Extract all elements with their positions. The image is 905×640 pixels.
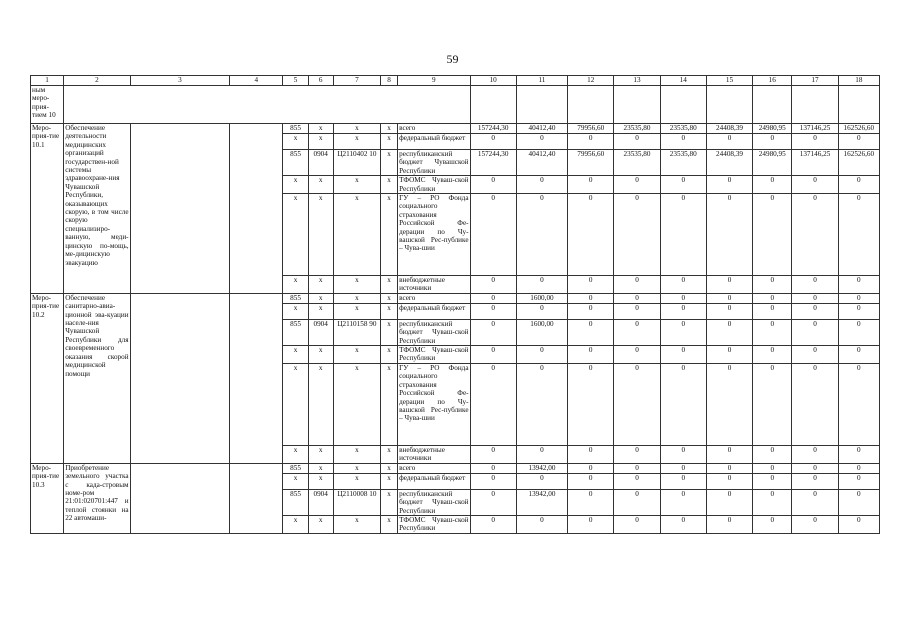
year-value-16: 24980,95: [753, 124, 792, 134]
funding-source: всего: [398, 124, 470, 134]
year-value-11: 0: [516, 194, 567, 276]
event-responsible: [130, 293, 230, 463]
year-value-14: 23535,80: [660, 124, 706, 134]
grbs-code: х: [283, 276, 308, 294]
year-value-10: 0: [470, 445, 516, 463]
year-value-16: 0: [753, 363, 792, 445]
year-value-13: 0: [614, 276, 660, 294]
year-value-15: 0: [706, 445, 752, 463]
target-article-code: х: [333, 473, 380, 489]
year-value-13: 0: [614, 303, 660, 319]
grbs-code: 855: [283, 293, 308, 303]
continuation-value-cell: [838, 86, 879, 124]
target-article-code: х: [333, 194, 380, 276]
year-value-17: 137146,25: [792, 124, 838, 134]
section-code: х: [308, 346, 333, 364]
year-value-13: 0: [614, 346, 660, 364]
year-value-11: 0: [516, 176, 567, 194]
year-value-14: 0: [660, 445, 706, 463]
year-value-15: 0: [706, 319, 752, 345]
target-article-code: х: [333, 276, 380, 294]
year-value-15: 24408,39: [706, 124, 752, 134]
year-value-17: 0: [792, 346, 838, 364]
year-value-15: 0: [706, 176, 752, 194]
grbs-code: 855: [283, 319, 308, 345]
expense-type-code: х: [381, 134, 398, 150]
year-value-13: 0: [614, 463, 660, 473]
year-value-16: 0: [753, 445, 792, 463]
year-value-12: 0: [568, 194, 614, 276]
funding-source: внебюджетные источники: [398, 445, 470, 463]
year-value-17: 0: [792, 134, 838, 150]
year-value-12: 0: [568, 363, 614, 445]
column-header-18: 18: [838, 76, 879, 86]
year-value-12: 79956,60: [568, 124, 614, 134]
year-value-10: 0: [470, 293, 516, 303]
year-value-14: 0: [660, 463, 706, 473]
expense-type-code: х: [381, 303, 398, 319]
year-value-15: 24408,39: [706, 150, 752, 176]
year-value-11: 40412,40: [516, 124, 567, 134]
year-value-16: 0: [753, 319, 792, 345]
budget-table: [30, 75, 880, 534]
year-value-12: 0: [568, 303, 614, 319]
year-value-18: 0: [838, 176, 879, 194]
year-value-13: 0: [614, 176, 660, 194]
section-code: х: [308, 134, 333, 150]
continuation-value-cell: [706, 86, 752, 124]
section-code: х: [308, 463, 333, 473]
year-value-16: 0: [753, 346, 792, 364]
year-value-18: 0: [838, 363, 879, 445]
year-value-16: 0: [753, 515, 792, 533]
target-article-code: х: [333, 124, 380, 134]
year-value-10: 0: [470, 194, 516, 276]
expense-type-code: х: [381, 150, 398, 176]
year-value-17: 0: [792, 363, 838, 445]
year-value-17: 0: [792, 194, 838, 276]
year-value-15: 0: [706, 194, 752, 276]
section-code: 0904: [308, 319, 333, 345]
year-value-17: 0: [792, 293, 838, 303]
expense-type-code: х: [381, 463, 398, 473]
expense-type-code: х: [381, 124, 398, 134]
event-target: [230, 124, 283, 294]
year-value-18: 0: [838, 194, 879, 276]
year-value-13: 23535,80: [614, 150, 660, 176]
year-value-10: 0: [470, 319, 516, 345]
year-value-10: 157244,30: [470, 124, 516, 134]
funding-source: федеральный бюджет: [398, 134, 470, 150]
column-header-1: 1: [31, 76, 64, 86]
event-code: Меро-прия-тие 10.1: [31, 124, 64, 294]
event-code: Меро-прия-тие 10.2: [31, 293, 64, 463]
expense-type-code: х: [381, 445, 398, 463]
column-header-15: 15: [706, 76, 752, 86]
table-row: [31, 124, 880, 134]
section-code: х: [308, 303, 333, 319]
year-value-15: 0: [706, 515, 752, 533]
funding-source: ГУ – РО Фонда социального страхования Российской Фе-дерации по Чу-вашской Рес-публике – Чува-шии: [398, 363, 470, 445]
year-value-16: 0: [753, 473, 792, 489]
event-responsible: [130, 463, 230, 533]
section-code: х: [308, 293, 333, 303]
target-article-code: х: [333, 363, 380, 445]
year-value-17: 0: [792, 515, 838, 533]
year-value-15: 0: [706, 134, 752, 150]
column-header-12: 12: [568, 76, 614, 86]
year-value-18: 0: [838, 489, 879, 515]
grbs-code: х: [283, 194, 308, 276]
year-value-10: 157244,30: [470, 150, 516, 176]
target-article-code: х: [333, 463, 380, 473]
expense-type-code: х: [381, 276, 398, 294]
funding-source: республиканский бюджет Чувашской Республики: [399, 150, 469, 175]
year-value-11: 0: [516, 346, 567, 364]
year-value-10: 0: [470, 176, 516, 194]
year-value-11: 0: [516, 473, 567, 489]
grbs-code: х: [283, 473, 308, 489]
year-value-12: 0: [568, 134, 614, 150]
column-header-8: 8: [381, 76, 398, 86]
year-value-10: 0: [470, 489, 516, 515]
target-article-code: х: [333, 176, 380, 194]
section-code: х: [308, 515, 333, 533]
funding-source: всего: [398, 463, 470, 473]
event-target: [230, 463, 283, 533]
funding-source: ГУ – РО Фонда социального страхования Российской Фе-дерации по Чу-вашской Рес-публике – Чува-шии: [398, 194, 470, 276]
year-value-15: 0: [706, 363, 752, 445]
year-value-18: 162526,60: [838, 124, 879, 134]
year-value-16: 0: [753, 176, 792, 194]
year-value-14: 0: [660, 176, 706, 194]
year-value-18: 0: [838, 473, 879, 489]
year-value-12: 0: [568, 489, 614, 515]
target-article-code: х: [333, 134, 380, 150]
grbs-code: х: [283, 445, 308, 463]
continuation-value-cell: [470, 86, 516, 124]
year-value-18: 0: [838, 134, 879, 150]
year-value-13: 0: [614, 515, 660, 533]
year-value-17: 0: [792, 276, 838, 294]
expense-type-code: х: [381, 473, 398, 489]
section-code: х: [308, 176, 333, 194]
section-code: х: [308, 363, 333, 445]
continuation-value-cell: [753, 86, 792, 124]
year-value-14: 0: [660, 515, 706, 533]
expense-type-code: х: [381, 319, 398, 345]
year-value-17: 0: [792, 489, 838, 515]
target-article-code: Ц2110402 10: [333, 150, 380, 176]
year-value-15: 0: [706, 463, 752, 473]
section-code: х: [308, 276, 333, 294]
continuation-empty: [64, 86, 470, 124]
year-value-16: 0: [753, 303, 792, 319]
column-header-2: 2: [64, 76, 130, 86]
column-header-6: 6: [308, 76, 333, 86]
year-value-13: 0: [614, 473, 660, 489]
year-value-14: 0: [660, 319, 706, 345]
grbs-code: 855: [283, 124, 308, 134]
year-value-11: 0: [516, 303, 567, 319]
year-value-16: 0: [753, 134, 792, 150]
funding-source: ТФОМС Чуваш-ской Республики: [399, 176, 469, 193]
header-row: [31, 76, 880, 86]
column-header-17: 17: [792, 76, 838, 86]
target-article-code: х: [333, 303, 380, 319]
year-value-14: 0: [660, 473, 706, 489]
target-article-code: х: [333, 293, 380, 303]
grbs-code: 855: [283, 463, 308, 473]
event-name: Обеспечение санитарно-авиа-ционной эва-куации населе-ния Чувашской Республики для своевременного оказания скорой медицинской помощи: [64, 293, 130, 463]
continuation-value-cell: [792, 86, 838, 124]
year-value-10: 0: [470, 276, 516, 294]
year-value-14: 23535,80: [660, 150, 706, 176]
column-header-14: 14: [660, 76, 706, 86]
year-value-11: 0: [516, 363, 567, 445]
year-value-17: 0: [792, 319, 838, 345]
year-value-10: 0: [470, 363, 516, 445]
year-value-17: 0: [792, 463, 838, 473]
year-value-10: 0: [470, 463, 516, 473]
year-value-15: 0: [706, 303, 752, 319]
year-value-11: 13942,00: [516, 489, 567, 515]
year-value-11: 0: [516, 445, 567, 463]
grbs-code: 855: [283, 150, 308, 176]
expense-type-code: х: [381, 515, 398, 533]
continuation-label: ным меро-прия-тием 10: [31, 86, 64, 124]
year-value-17: 0: [792, 303, 838, 319]
column-header-11: 11: [516, 76, 567, 86]
year-value-13: 0: [614, 489, 660, 515]
year-value-13: 0: [614, 363, 660, 445]
year-value-12: 0: [568, 319, 614, 345]
funding-source: ТФОМС Чуваш-ской Республики: [399, 346, 469, 363]
year-value-18: 0: [838, 293, 879, 303]
year-value-12: 0: [568, 445, 614, 463]
column-header-9: 9: [398, 76, 470, 86]
year-value-11: 40412,40: [516, 150, 567, 176]
continuation-row: [31, 86, 880, 124]
continuation-value-cell: [516, 86, 567, 124]
grbs-code: х: [283, 515, 308, 533]
target-article-code: Ц2110158 90: [333, 319, 380, 345]
column-header-13: 13: [614, 76, 660, 86]
year-value-12: 0: [568, 346, 614, 364]
year-value-15: 0: [706, 276, 752, 294]
section-code: х: [308, 194, 333, 276]
year-value-12: 0: [568, 463, 614, 473]
year-value-16: 0: [753, 463, 792, 473]
year-value-18: 162526,60: [838, 150, 879, 176]
grbs-code: х: [283, 176, 308, 194]
year-value-12: 0: [568, 473, 614, 489]
table-row: [31, 463, 880, 473]
year-value-11: 13942,00: [516, 463, 567, 473]
year-value-18: 0: [838, 276, 879, 294]
continuation-value-cell: [568, 86, 614, 124]
continuation-value-cell: [660, 86, 706, 124]
year-value-16: 0: [753, 489, 792, 515]
column-header-4: 4: [230, 76, 283, 86]
table-row: [31, 293, 880, 303]
year-value-17: 137146,25: [792, 150, 838, 176]
budget-table-grid: [30, 75, 880, 534]
grbs-code: х: [283, 363, 308, 445]
expense-type-code: х: [381, 293, 398, 303]
year-value-10: 0: [470, 346, 516, 364]
year-value-10: 0: [470, 473, 516, 489]
year-value-10: 0: [470, 303, 516, 319]
section-code: х: [308, 124, 333, 134]
funding-source: ТФОМС Чуваш-ской Республики: [399, 515, 469, 533]
year-value-10: 0: [470, 515, 516, 533]
year-value-18: 0: [838, 515, 879, 533]
section-code: х: [308, 473, 333, 489]
event-target: [230, 293, 283, 463]
year-value-12: 0: [568, 176, 614, 194]
event-name: Приобретение земельного участка с када-стровым номе-ром 21:01:020701:447 и теплой стоянки на 22 автомаши-: [64, 463, 130, 533]
funding-source: республиканский бюджет Чуваш-ской Республики: [399, 489, 469, 515]
year-value-17: 0: [792, 176, 838, 194]
funding-source: республиканский бюджет Чуваш-ской Республики: [399, 319, 469, 345]
year-value-11: 0: [516, 134, 567, 150]
column-header-3: 3: [130, 76, 230, 86]
year-value-18: 0: [838, 319, 879, 345]
year-value-15: 0: [706, 489, 752, 515]
page-number: 59: [446, 52, 459, 66]
column-header-16: 16: [753, 76, 792, 86]
year-value-13: 0: [614, 134, 660, 150]
funding-source: федеральный бюджет: [398, 303, 470, 319]
expense-type-code: х: [381, 489, 398, 515]
year-value-16: 0: [753, 276, 792, 294]
year-value-13: 0: [614, 445, 660, 463]
year-value-14: 0: [660, 489, 706, 515]
target-article-code: х: [333, 445, 380, 463]
year-value-12: 79956,60: [568, 150, 614, 176]
expense-type-code: х: [381, 363, 398, 445]
year-value-17: 0: [792, 473, 838, 489]
year-value-14: 0: [660, 346, 706, 364]
year-value-18: 0: [838, 303, 879, 319]
year-value-14: 0: [660, 194, 706, 276]
expense-type-code: х: [381, 194, 398, 276]
year-value-18: 0: [838, 346, 879, 364]
target-article-code: х: [333, 515, 380, 533]
grbs-code: х: [283, 303, 308, 319]
section-code: 0904: [308, 489, 333, 515]
funding-source: внебюджетные источники: [398, 276, 470, 294]
year-value-11: 1600,00: [516, 319, 567, 345]
column-header-7: 7: [333, 76, 380, 86]
year-value-13: 0: [614, 319, 660, 345]
year-value-17: 0: [792, 445, 838, 463]
section-code: х: [308, 445, 333, 463]
grbs-code: х: [283, 346, 308, 364]
year-value-15: 0: [706, 293, 752, 303]
year-value-14: 0: [660, 363, 706, 445]
event-code: Меро-прия-тие 10.3: [31, 463, 64, 533]
year-value-12: 0: [568, 515, 614, 533]
year-value-16: 24980,95: [753, 150, 792, 176]
year-value-16: 0: [753, 194, 792, 276]
column-header-10: 10: [470, 76, 516, 86]
event-responsible: [130, 124, 230, 294]
funding-source: всего: [398, 293, 470, 303]
year-value-11: 0: [516, 515, 567, 533]
expense-type-code: х: [381, 176, 398, 194]
year-value-11: 0: [516, 276, 567, 294]
grbs-code: 855: [283, 489, 308, 515]
year-value-13: 0: [614, 293, 660, 303]
year-value-13: 23535,80: [614, 124, 660, 134]
year-value-15: 0: [706, 346, 752, 364]
section-code: 0904: [308, 150, 333, 176]
year-value-16: 0: [753, 293, 792, 303]
event-name: Обеспечение деятельности медицинских организаций государствен-ной системы здравоохране-ния Чувашской Республики, оказывающих скорую, в том числе скорую специализиро-ванную, меди-цинскую по-мощь, ме-дицинскую эвакуацию: [64, 124, 130, 294]
year-value-14: 0: [660, 303, 706, 319]
year-value-18: 0: [838, 445, 879, 463]
year-value-13: 0: [614, 194, 660, 276]
year-value-12: 0: [568, 276, 614, 294]
year-value-10: 0: [470, 134, 516, 150]
year-value-14: 0: [660, 293, 706, 303]
grbs-code: х: [283, 134, 308, 150]
year-value-15: 0: [706, 473, 752, 489]
target-article-code: х: [333, 346, 380, 364]
year-value-12: 0: [568, 293, 614, 303]
funding-source: федеральный бюджет: [398, 473, 470, 489]
column-header-5: 5: [283, 76, 308, 86]
year-value-18: 0: [838, 463, 879, 473]
year-value-14: 0: [660, 134, 706, 150]
continuation-value-cell: [614, 86, 660, 124]
year-value-11: 1600,00: [516, 293, 567, 303]
target-article-code: Ц2110008 10: [333, 489, 380, 515]
expense-type-code: х: [381, 346, 398, 364]
year-value-14: 0: [660, 276, 706, 294]
